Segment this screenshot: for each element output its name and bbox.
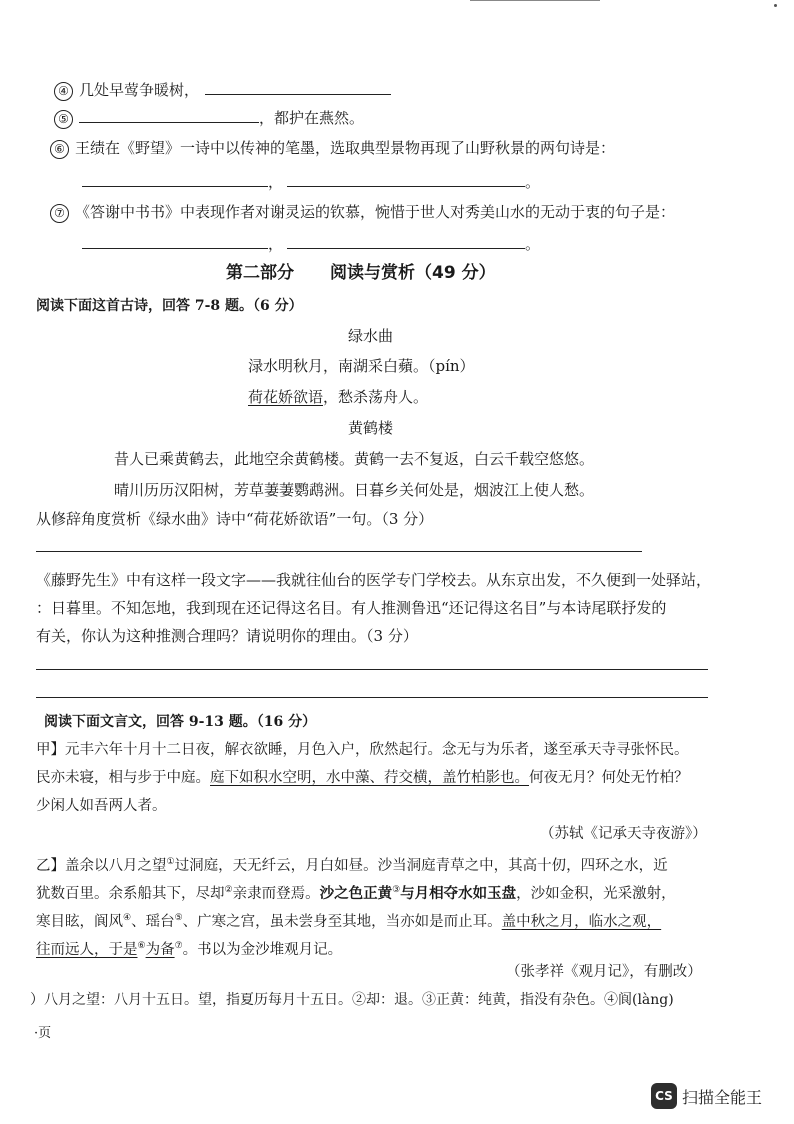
question-6-answer: ， 。 bbox=[82, 172, 540, 192]
poem1-title: 绿水曲 bbox=[348, 327, 394, 345]
camscanner-logo: CS bbox=[651, 1083, 677, 1109]
answer-line[interactable] bbox=[36, 697, 708, 698]
camscanner-watermark: 扫描全能王 bbox=[682, 1088, 763, 1107]
poem1-line2: 荷花娇欲语，愁杀荡舟人。 bbox=[248, 388, 429, 406]
passage-yi-line2: 犹数百里。余系船其下，尽却②亲隶而登焉。沙之色正黄③与月相夺水如玉盘，沙如金积，光采激射， bbox=[36, 884, 676, 902]
poem2-line1: 昔人已乘黄鹤去，此地空余黄鹤楼。黄鹤一去不复返，白云千载空悠悠。 bbox=[114, 450, 595, 468]
answer-blank[interactable] bbox=[82, 172, 268, 187]
footnotes: ）八月之望：八月十五日。望，指夏历每月十五日。②却：退。③正黄：纯黄，指没有杂色。④阆(làng) bbox=[30, 992, 674, 1008]
circled-number: ④ bbox=[54, 82, 73, 101]
answer-blank[interactable] bbox=[205, 80, 391, 95]
question-6: ⑥ 王绩在《野望》一诗中以传神的笔墨，选取典型景物再现了山野秋景的两句诗是： bbox=[50, 138, 615, 159]
question-8-line3: 有关，你认为这种推测合理吗？请说明你的理由。（3 分） bbox=[36, 627, 418, 645]
passage-yi-source: （张孝祥《观月记》，有删改） bbox=[506, 964, 702, 980]
poem2-title: 黄鹤楼 bbox=[348, 419, 394, 437]
answer-blank[interactable] bbox=[82, 234, 268, 249]
scan-edge-line bbox=[470, 0, 600, 1]
section-title: 第二部分 阅读与赏析（49 分） bbox=[226, 263, 496, 283]
poem-instruction: 阅读下面这首古诗，回答 7-8 题。（6 分） bbox=[36, 298, 303, 314]
passage-jia-line1: 甲】元丰六年十月十二日夜，解衣欲睡，月色入户，欣然起行。念无与为乐者，遂至承天寺寻张怀民。 bbox=[36, 742, 689, 758]
prose-instruction: 阅读下面文言文，回答 9-13 题。（16 分） bbox=[44, 714, 317, 730]
passage-jia-source: （苏轼《记承天寺夜游》） bbox=[540, 826, 707, 842]
passage-jia-line3: 少闲人如吾两人者。 bbox=[36, 798, 167, 814]
answer-line[interactable] bbox=[36, 669, 708, 670]
answer-line[interactable] bbox=[36, 551, 642, 552]
question-8-line1: 《藤野先生》中有这样一段文字——我就往仙台的医学专门学校去。从东京出发，不久便到一处驿站， bbox=[36, 571, 712, 589]
passage-yi-line1: 乙】盖余以八月之望①过洞庭，天无纤云，月白如昼。沙当洞庭青草之中，其高十仞，四环之水，近 bbox=[36, 857, 668, 874]
question-7-answer: ， 。 bbox=[82, 234, 540, 254]
circled-number: ⑥ bbox=[50, 140, 69, 159]
page-number: ·页 bbox=[34, 1026, 52, 1041]
question-8-line2: ：日暮里。不知怎地，我到现在还记得这名目。有人推测鲁迅“还记得这名目”与本诗尾联抒发的 bbox=[36, 599, 667, 617]
question-4: ④ 几处早莺争暖树， bbox=[54, 80, 391, 101]
passage-yi-line3: 寒目眩，阆风④、瑶台⑤、广寒之宫，虽未尝身至其地，当亦如是而止耳。盖中秋之月，临水之观， bbox=[36, 913, 662, 930]
question-5: ⑤ ，都护在燕然。 bbox=[54, 108, 364, 129]
answer-blank[interactable] bbox=[79, 108, 259, 123]
circled-number: ⑤ bbox=[54, 110, 73, 129]
poem1-line1: 渌水明秋月，南湖采白蘋。（pín） bbox=[248, 357, 475, 375]
scan-dust-dot bbox=[774, 4, 777, 7]
question-7-text: 从修辞角度赏析《绿水曲》诗中“荷花娇欲语”一句。（3 分） bbox=[36, 510, 434, 528]
passage-jia-line2: 民亦未寝，相与步于中庭。庭下如积水空明，水中藻、荇交横，盖竹柏影也。何夜无月？何处无竹柏？ bbox=[36, 770, 689, 786]
answer-blank[interactable] bbox=[287, 234, 525, 249]
answer-blank[interactable] bbox=[287, 172, 525, 187]
passage-yi-line4: 往而远人，于是⑥为备⑦。书以为金沙堆观月记。 bbox=[36, 941, 343, 958]
circled-number: ⑦ bbox=[50, 204, 69, 223]
poem2-line2: 晴川历历汉阳树，芳草萋萋鹦鹉洲。日暮乡关何处是，烟波江上使人愁。 bbox=[114, 481, 595, 499]
question-7-fill: ⑦ 《答谢中书书》中表现作者对谢灵运的钦慕，惋惜于世人对秀美山水的无动于衷的句子是： bbox=[50, 202, 675, 223]
